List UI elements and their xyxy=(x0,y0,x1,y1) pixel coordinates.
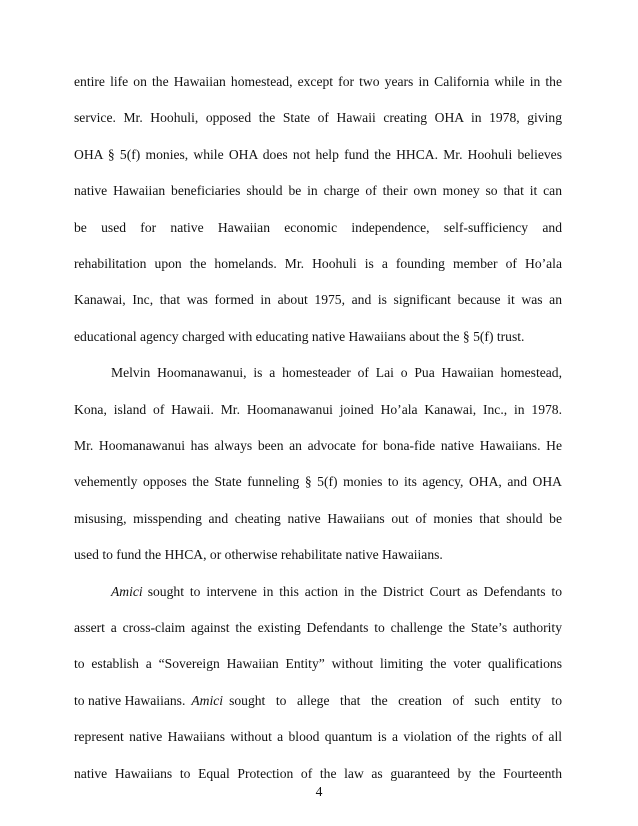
text-line: used to fund the HHCA, or otherwise rehabilitate native Hawaiians. xyxy=(74,547,443,562)
paragraph-first-line: Melvin Hoomanawanui, is a homesteader of Lai o Pua Hawaiian homestead, xyxy=(111,365,562,380)
text-line-part: sought to allege that the creation of such entity to xyxy=(229,693,562,708)
text-line: assert a cross-claim against the existing Defendants to challenge the State’s authority xyxy=(74,620,562,635)
text-line: OHA § 5(f) monies, while OHA does not help fund the HHCA. Mr. Hoohuli believes xyxy=(74,147,562,162)
text-line: Kanawai, Inc, that was formed in about 1975, and is significant because it was an xyxy=(74,292,562,307)
text-line: misusing, misspending and cheating native Hawaiians out of monies that should be xyxy=(74,511,562,526)
text-line: service. Mr. Hoohuli, opposed the State of Hawaii creating OHA in 1978, giving xyxy=(74,110,562,125)
amici-term: Amici xyxy=(111,584,143,599)
page-number: 4 xyxy=(315,784,323,799)
text-line-part: to native Hawaiians. xyxy=(74,693,186,708)
text-line: entire life on the Hawaiian homestead, except for two years in California while in the xyxy=(74,74,562,89)
text-line: represent native Hawaiians without a blood quantum is a violation of the rights of all xyxy=(74,729,562,744)
text-line: Mr. Hoomanawanui has always been an advocate for bona-fide native Hawaiians. He xyxy=(74,438,562,453)
text-line: native Hawaiian beneficiaries should be in charge of their own money so that it can xyxy=(74,183,562,198)
text-line xyxy=(74,691,562,711)
paragraph-first-line xyxy=(111,582,562,602)
text-line-rest: sought to intervene in this action in the District Court as Defendants to xyxy=(147,584,562,599)
text-line: native Hawaiians to Equal Protection of the law as guaranteed by the Fourteenth xyxy=(74,766,562,781)
text-line: be used for native Hawaiian economic independence, self-sufficiency and xyxy=(74,220,562,235)
text-line: educational agency charged with educating native Hawaiians about the § 5(f) trust. xyxy=(74,329,525,344)
text-line: rehabilitation upon the homelands. Mr. Hoohuli is a founding member of Ho’ala xyxy=(74,256,562,271)
text-line: to establish a “Sovereign Hawaiian Entity” without limiting the voter qualifications xyxy=(74,656,562,671)
text-line: vehemently opposes the State funneling § 5(f) monies to its agency, OHA, and OHA xyxy=(74,474,562,489)
text-line: Kona, island of Hawaii. Mr. Hoomanawanui joined Ho’ala Kanawai, Inc., in 1978. xyxy=(74,402,562,417)
amici-term: Amici xyxy=(191,693,224,708)
